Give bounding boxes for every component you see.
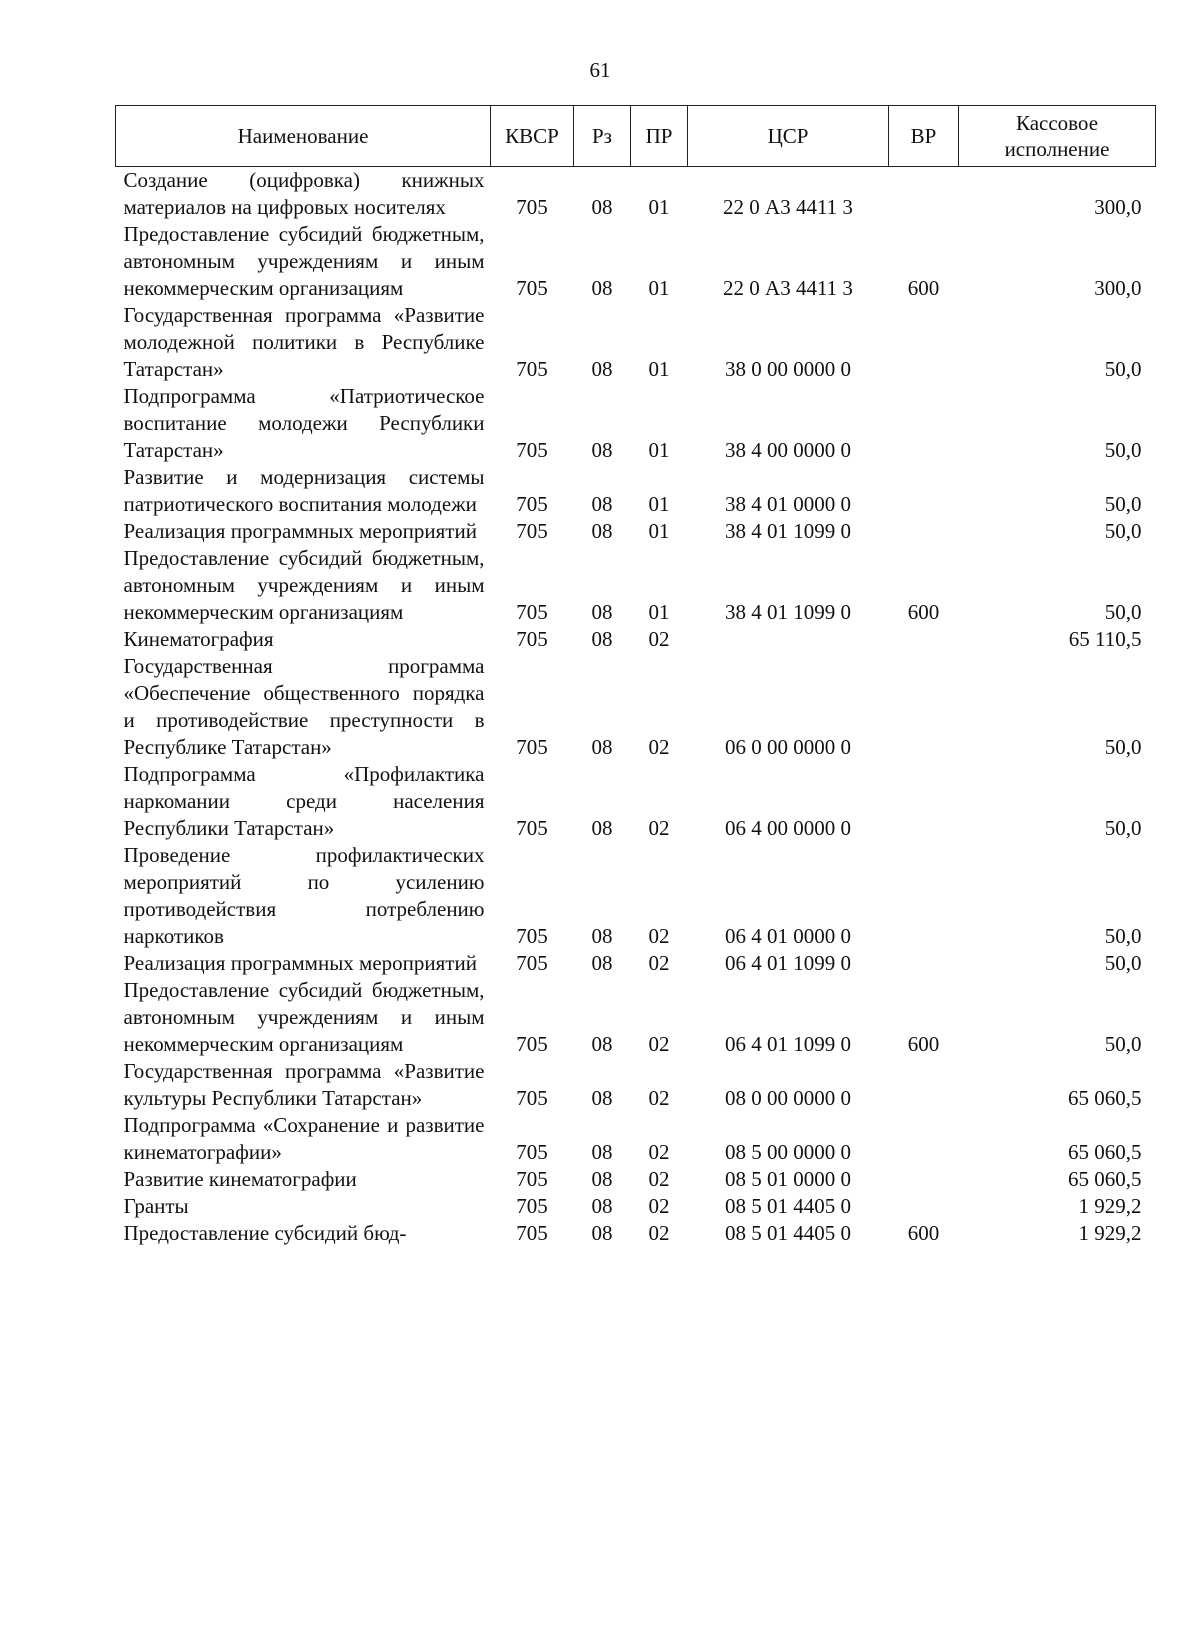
row-amount: 300,0 [1094,195,1142,219]
row-amount: 50,0 [1104,492,1142,516]
row-amount: 65 060,5 [1068,1167,1142,1191]
row-csr: 08 5 01 0000 0 [725,1167,851,1191]
row-kvsr: 705 [516,627,548,651]
row-vr [889,950,959,977]
row-amount: 50,0 [1104,951,1142,975]
row-csr: 38 4 00 0000 0 [725,438,851,462]
row-csr [688,626,889,653]
table-row [116,545,1156,626]
row-rz: 08 [591,357,613,381]
row-name: Государственная программа «Обеспечение общественного порядка и противодействие преступности в Республике Татарстан» [123,654,485,759]
row-pr: 01 [648,276,670,300]
row-rz: 08 [591,816,613,840]
row-vr [889,626,959,653]
row-rz: 08 [591,1032,613,1056]
row-rz: 08 [591,1086,613,1110]
row-vr [889,761,959,842]
row-pr: 02 [648,1032,670,1056]
row-csr: 06 4 01 1099 0 [725,951,851,975]
page-number: 61 [589,58,611,82]
row-amount: 50,0 [1104,924,1142,948]
row-pr: 02 [648,1140,670,1164]
row-amount: 50,0 [1104,1032,1142,1056]
row-kvsr: 705 [516,1086,548,1110]
row-kvsr: 705 [516,600,548,624]
row-name: Государственная программа «Развитие культуры Республики Татарстан» [123,1059,485,1110]
row-kvsr: 705 [516,816,548,840]
table-row [116,653,1156,761]
row-csr: 22 0 А3 4411 3 [723,195,853,219]
row-amount: 1 929,2 [1078,1194,1142,1218]
row-kvsr: 705 [516,492,548,516]
row-pr: 01 [648,195,670,219]
row-kvsr: 705 [516,1194,548,1218]
table-body [116,167,1156,1248]
row-pr: 01 [648,519,670,543]
table-row [116,1112,1156,1166]
row-amount: 65 060,5 [1068,1140,1142,1164]
row-csr: 22 0 А3 4411 3 [723,276,853,300]
row-kvsr: 705 [516,924,548,948]
row-amount: 50,0 [1104,600,1142,624]
row-vr [889,518,959,545]
row-amount: 50,0 [1104,735,1142,759]
row-kvsr: 705 [516,195,548,219]
row-csr: 38 4 01 0000 0 [725,492,851,516]
row-kvsr: 705 [516,438,548,462]
table-row [116,518,1156,545]
table-row [116,464,1156,518]
row-kvsr: 705 [516,1032,548,1056]
row-kvsr: 705 [516,1221,548,1245]
table-row [116,977,1156,1058]
row-vr [889,842,959,950]
row-vr: 600 [907,600,940,624]
row-csr: 08 5 01 4405 0 [725,1194,851,1218]
row-name: Подпрограмма «Профилактика наркомании среди населения Республики Татарстан» [123,762,485,840]
header-amount: Кассовое исполнение [959,106,1156,167]
header-name: Наименование [116,106,491,167]
row-rz: 08 [591,924,613,948]
table-row [116,1058,1156,1112]
row-amount: 50,0 [1104,438,1142,462]
row-kvsr: 705 [516,951,548,975]
row-csr: 08 5 00 0000 0 [725,1140,851,1164]
row-pr: 01 [648,357,670,381]
budget-table [115,105,1156,1247]
row-csr: 06 4 01 1099 0 [725,1032,851,1056]
row-vr: 600 [907,1032,940,1056]
row-rz: 08 [591,438,613,462]
row-rz: 08 [591,195,613,219]
row-pr: 02 [648,951,670,975]
table-row [116,167,1156,222]
row-name: Развитие кинематографии [123,1167,357,1191]
row-rz: 08 [591,1194,613,1218]
row-rz: 08 [591,600,613,624]
row-pr: 02 [648,627,670,651]
row-csr: 06 0 00 0000 0 [725,735,851,759]
row-pr: 01 [648,492,670,516]
row-rz: 08 [591,627,613,651]
table-header [116,106,1156,167]
row-name: Развитие и модернизация системы патриотического воспитания молодежи [123,465,485,516]
row-rz: 08 [591,951,613,975]
header-csr: ЦСР [688,106,889,167]
table-row [116,1220,1156,1247]
row-pr: 02 [648,1194,670,1218]
row-vr [889,1166,959,1193]
row-rz: 08 [591,735,613,759]
row-kvsr: 705 [516,1167,548,1191]
row-name: Реализация программных мероприятий [123,951,477,975]
row-pr: 02 [648,1167,670,1191]
row-name: Подпрограмма «Сохранение и развитие кинематографии» [123,1113,485,1164]
row-amount: 65 060,5 [1068,1086,1142,1110]
header-vr: ВР [889,106,959,167]
row-amount: 65 110,5 [1068,627,1142,651]
row-name: Создание (оцифровка) книжных материалов на цифровых носителях [123,168,485,219]
row-rz: 08 [591,519,613,543]
header-pr: ПР [631,106,688,167]
row-rz: 08 [591,1140,613,1164]
row-vr [889,464,959,518]
row-csr: 06 4 00 0000 0 [725,816,851,840]
row-csr: 08 5 01 4405 0 [725,1221,851,1245]
row-csr: 06 4 01 0000 0 [725,924,851,948]
row-vr [889,302,959,383]
table-row [116,626,1156,653]
row-csr: 38 4 01 1099 0 [725,519,851,543]
row-name: Реализация программных мероприятий [123,519,477,543]
row-csr: 38 0 00 0000 0 [725,357,851,381]
row-pr: 01 [648,438,670,462]
row-pr: 02 [648,1221,670,1245]
table-row [116,221,1156,302]
row-pr: 02 [648,1086,670,1110]
table-row [116,1166,1156,1193]
row-vr [889,383,959,464]
row-vr [889,167,959,222]
row-kvsr: 705 [516,276,548,300]
row-vr: 600 [907,276,940,300]
row-rz: 08 [591,276,613,300]
row-vr [889,1112,959,1166]
row-vr [889,1193,959,1220]
table-row [116,1193,1156,1220]
row-pr: 02 [648,735,670,759]
row-kvsr: 705 [516,357,548,381]
row-name: Государственная программа «Развитие молодежной политики в Республике Татарстан» [123,303,485,381]
header-kvsr: КВСР [491,106,574,167]
row-pr: 02 [648,816,670,840]
row-amount: 1 929,2 [1078,1221,1142,1245]
table-row [116,842,1156,950]
row-csr: 08 0 00 0000 0 [725,1086,851,1110]
row-name: Гранты [123,1194,189,1218]
row-pr: 02 [648,924,670,948]
row-amount: 300,0 [1094,276,1142,300]
row-csr: 38 4 01 1099 0 [725,600,851,624]
row-amount: 50,0 [1104,519,1142,543]
row-name: Предоставление субсидий бюд- [123,1221,407,1245]
row-rz: 08 [591,1221,613,1245]
table-row [116,383,1156,464]
table-row [116,302,1156,383]
row-vr [889,1058,959,1112]
row-kvsr: 705 [516,519,548,543]
row-amount: 50,0 [1104,357,1142,381]
table-row [116,950,1156,977]
row-rz: 08 [591,492,613,516]
header-rz: Рз [574,106,631,167]
row-name: Кинематография [123,627,274,651]
row-vr [889,653,959,761]
row-pr: 01 [648,600,670,624]
row-name: Предоставление субсидий бюджетным, автономным учреждениям и иным некоммерческим организациям [123,546,485,624]
row-name: Проведение профилактических мероприятий по усилению противодействия потреблению наркотиков [123,843,485,948]
row-vr: 600 [907,1221,940,1245]
row-amount: 50,0 [1104,816,1142,840]
row-name: Подпрограмма «Патриотическое воспитание молодежи Республики Татарстан» [123,384,485,462]
row-rz: 08 [591,1167,613,1191]
row-kvsr: 705 [516,735,548,759]
row-kvsr: 705 [516,1140,548,1164]
row-name: Предоставление субсидий бюджетным, автономным учреждениям и иным некоммерческим организациям [123,222,485,300]
row-name: Предоставление субсидий бюджетным, автономным учреждениям и иным некоммерческим организациям [123,978,485,1056]
table-row [116,761,1156,842]
